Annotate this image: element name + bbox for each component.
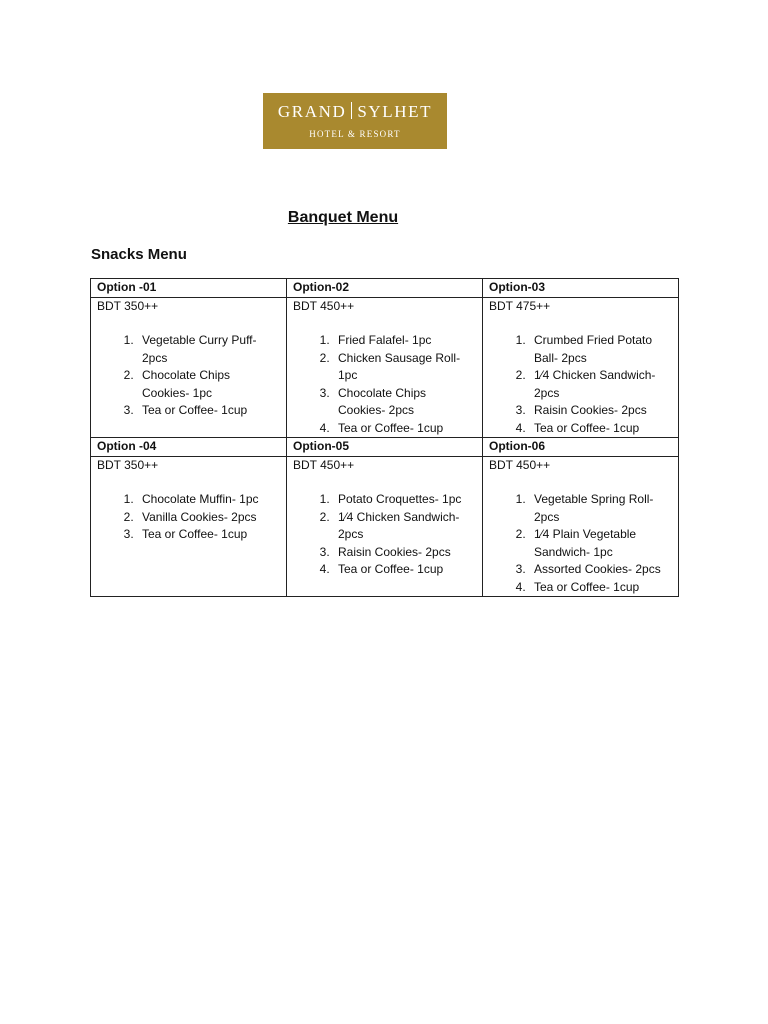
option-header: Option-06 [483, 438, 679, 457]
list-item: 4. Tea or Coffee- 1cup [333, 420, 476, 438]
list-item: 3. Chocolate Chips Cookies- 2pcs [333, 385, 476, 420]
option-price: BDT 350++ [97, 457, 159, 472]
list-item: 4. Tea or Coffee- 1cup [333, 561, 476, 579]
list-item: 2. Chocolate Chips Cookies- 1pc [137, 367, 280, 402]
option-item-list [97, 332, 280, 420]
option-item-list [489, 332, 672, 437]
list-item: 3. Assorted Cookies- 2pcs [529, 561, 672, 579]
list-item: 1. Chocolate Muffin- 1pc [137, 491, 280, 509]
section-title: Snacks Menu [91, 246, 187, 263]
list-item: 2. 1⁄4 Plain Vegetable Sandwich- 1pc [529, 526, 672, 561]
table-header-row [91, 438, 679, 457]
list-item: 3. Raisin Cookies- 2pcs [529, 402, 672, 420]
option-price: BDT 350++ [97, 298, 159, 313]
list-item: 1. Vegetable Spring Roll- 2pcs [529, 491, 672, 526]
option-price: BDT 475++ [489, 298, 551, 313]
option-header: Option-03 [483, 279, 679, 298]
option-item-list [489, 491, 672, 596]
option-cell [287, 456, 483, 597]
list-item: 2. Chicken Sausage Roll- 1pc [333, 350, 476, 385]
option-cell [91, 456, 287, 597]
option-item-list [293, 332, 476, 437]
logo-brand-left: GRAND [277, 102, 347, 121]
option-cell [483, 456, 679, 597]
list-item: 2. Vanilla Cookies- 2pcs [137, 509, 280, 527]
list-item: 1. Potato Croquettes- 1pc [333, 491, 476, 509]
option-cell [483, 297, 679, 438]
option-price: BDT 450++ [293, 457, 355, 472]
logo-brand-right: SYLHET [357, 102, 433, 121]
table-row [91, 456, 679, 597]
list-item: 1. Vegetable Curry Puff- 2pcs [137, 332, 280, 367]
option-price: BDT 450++ [293, 298, 355, 313]
list-item: 3. Tea or Coffee- 1cup [137, 402, 280, 420]
logo-tagline: HOTEL & RESORT [309, 129, 401, 139]
option-item-list [97, 491, 280, 544]
option-cell [91, 297, 287, 438]
page-title: Banquet Menu [287, 209, 399, 226]
list-item: 1. Crumbed Fried Potato Ball- 2pcs [529, 332, 672, 367]
option-header: Option -04 [91, 438, 287, 457]
hotel-logo [263, 93, 447, 149]
list-item: 1. Fried Falafel- 1pc [333, 332, 476, 350]
option-item-list [293, 491, 476, 579]
list-item: 4. Tea or Coffee- 1cup [529, 420, 672, 438]
list-item: 2. 1⁄4 Chicken Sandwich- 2pcs [529, 367, 672, 402]
snacks-menu-table [90, 278, 679, 597]
list-item: 3. Tea or Coffee- 1cup [137, 526, 280, 544]
option-header: Option-05 [287, 438, 483, 457]
option-price: BDT 450++ [489, 457, 551, 472]
table-header-row [91, 279, 679, 298]
list-item: 4. Tea or Coffee- 1cup [529, 579, 672, 597]
table-row [91, 297, 679, 438]
list-item: 3. Raisin Cookies- 2pcs [333, 544, 476, 562]
option-header: Option -01 [91, 279, 287, 298]
option-header: Option-02 [287, 279, 483, 298]
logo-divider [351, 102, 352, 119]
logo-wordmark [263, 102, 447, 122]
list-item: 2. 1⁄4 Chicken Sandwich- 2pcs [333, 509, 476, 544]
option-cell [287, 297, 483, 438]
